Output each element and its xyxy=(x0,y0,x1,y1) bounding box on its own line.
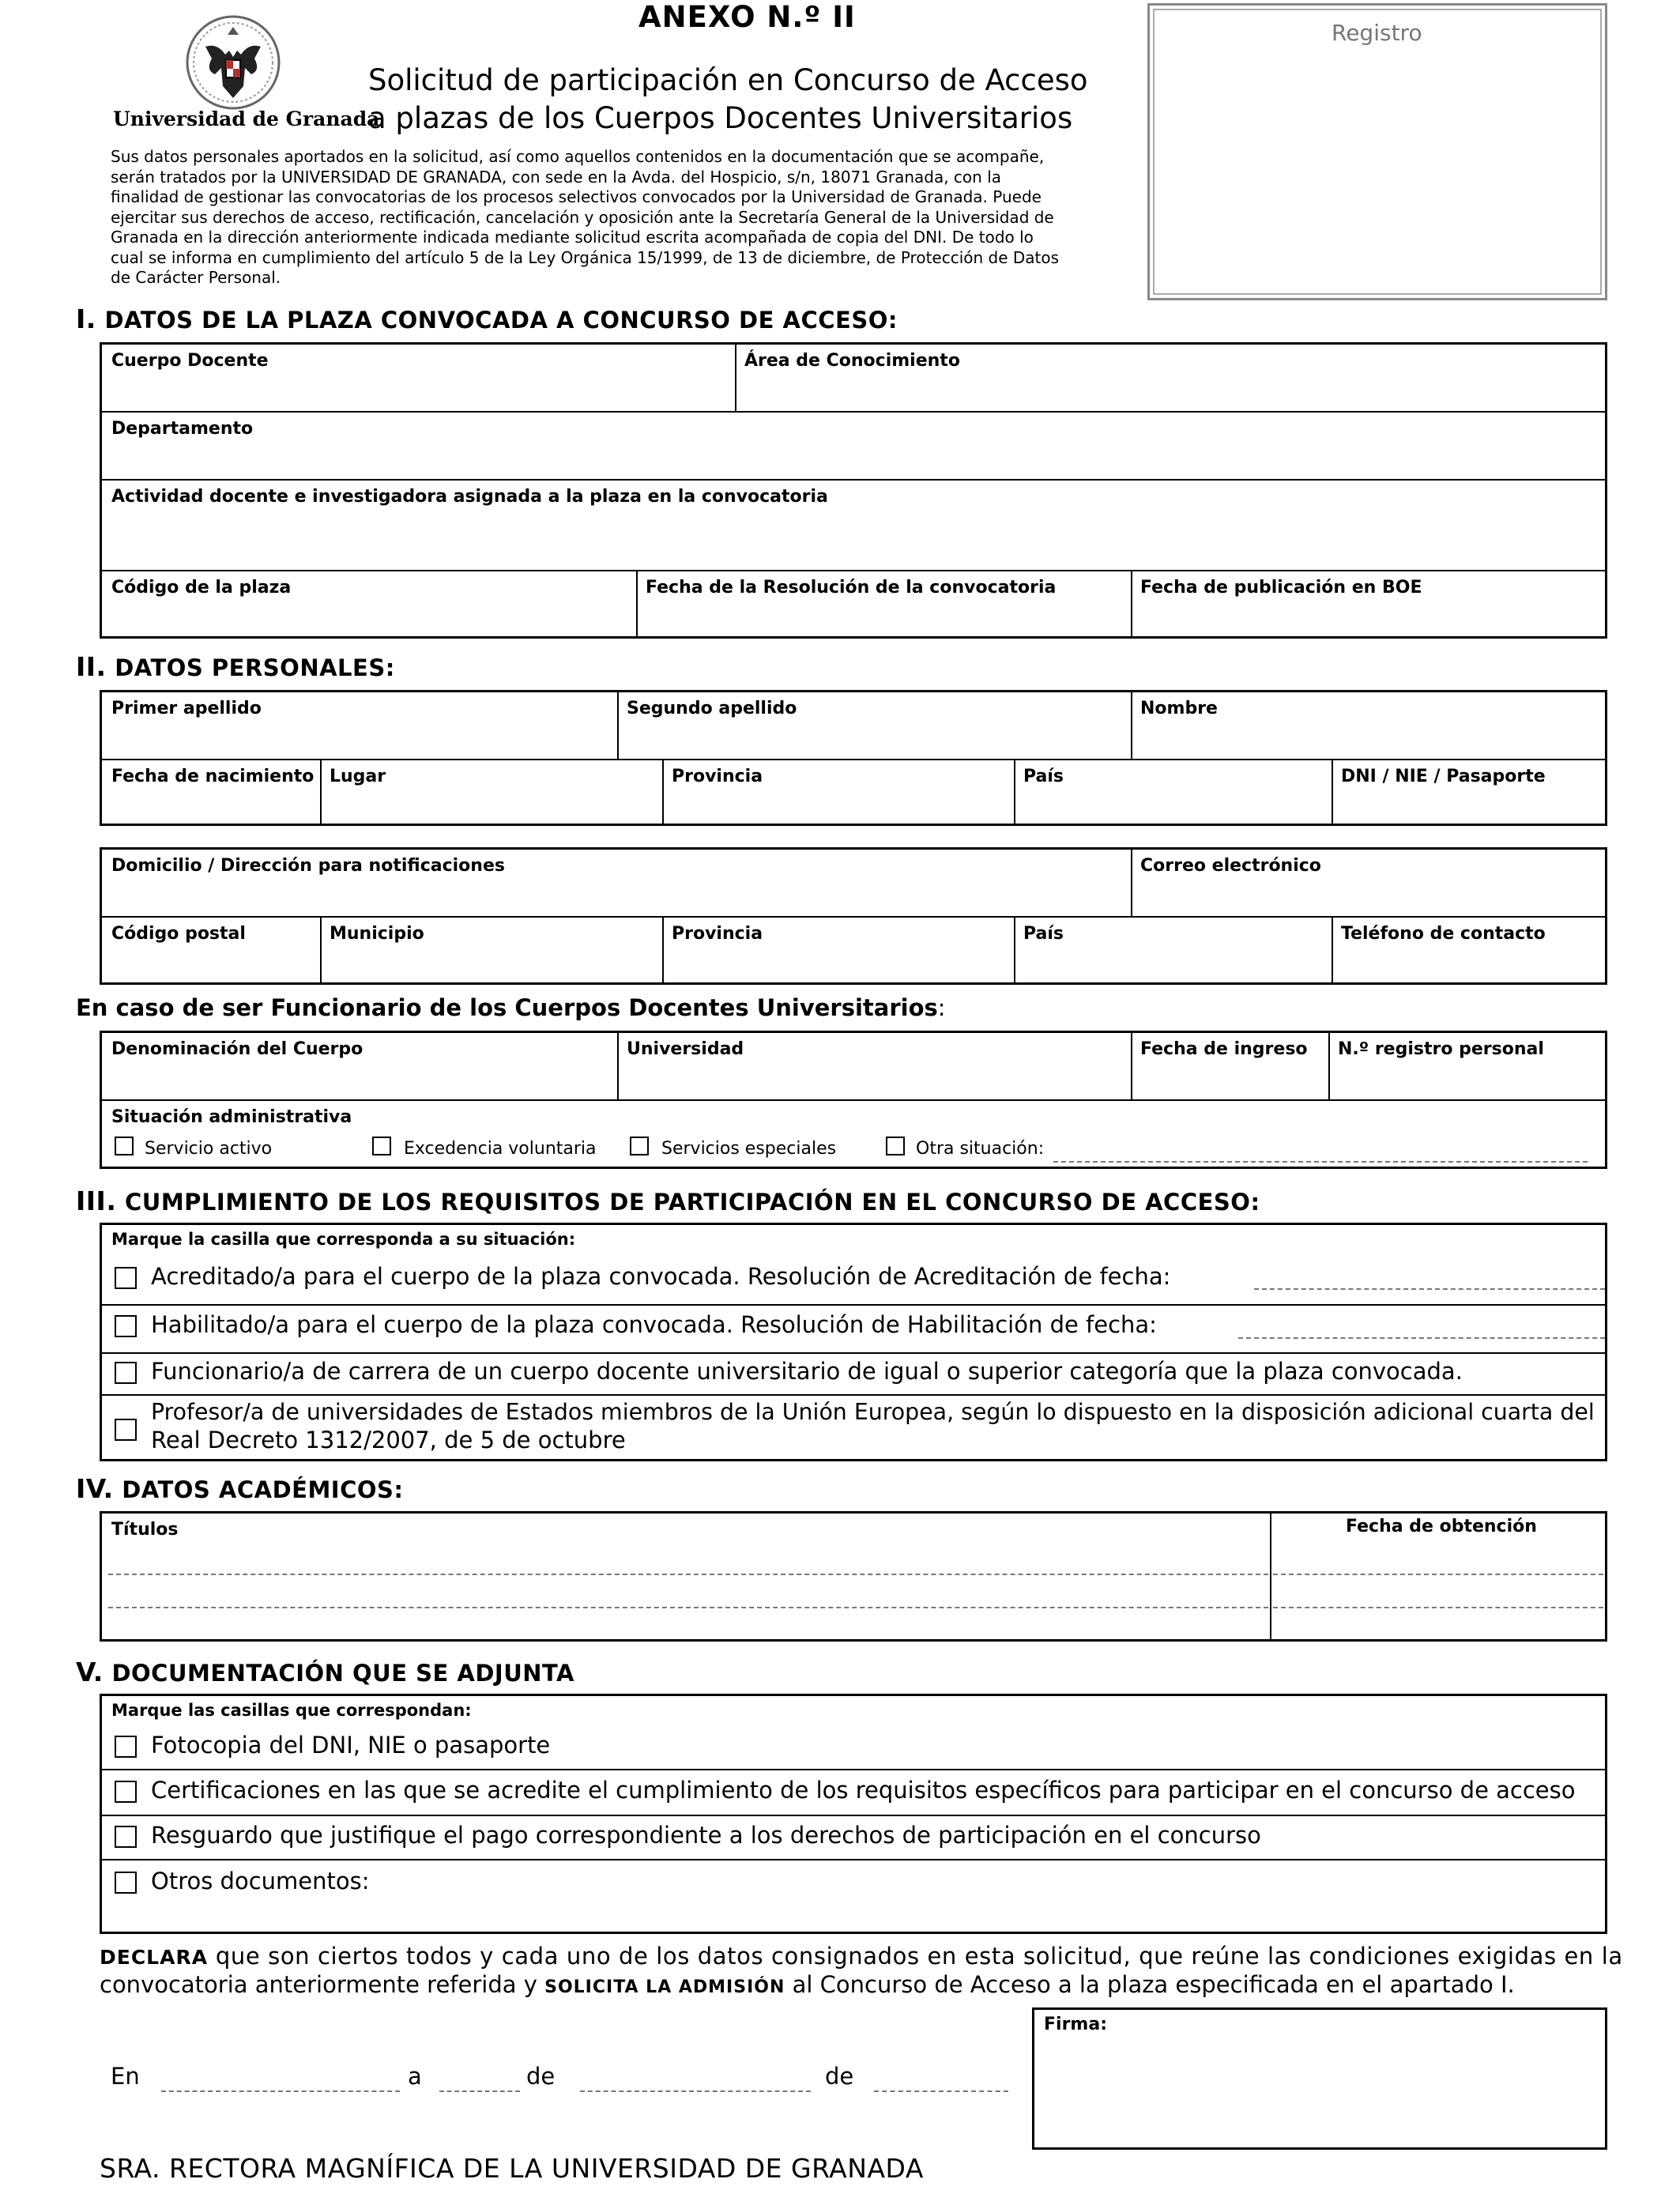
titulo-row-1-input[interactable] xyxy=(108,1574,1268,1575)
place-label: En xyxy=(111,2063,140,2090)
section3-heading xyxy=(76,1186,1260,1216)
acreditacion-fecha-input[interactable] xyxy=(1254,1288,1605,1290)
section1-number: I. xyxy=(76,303,96,334)
departamento-label: Departamento xyxy=(111,419,254,439)
nombre-field[interactable] xyxy=(1131,692,1605,759)
habilitado-checkbox[interactable] xyxy=(115,1315,137,1337)
pais-domicilio-field[interactable] xyxy=(1014,916,1332,982)
section2-heading xyxy=(76,651,395,682)
otros-documentos-label: Otros documentos: xyxy=(151,1868,370,1894)
section5-title: DOCUMENTACIÓN QUE SE ADJUNTA xyxy=(111,1660,574,1687)
privacy-line: Granada en la dirección anteriormente indicada mediante solicitud escrita acompañada de copia del DNI. De todo lo xyxy=(111,228,1034,247)
dni-label: DNI / NIE / Pasaporte xyxy=(1341,767,1546,786)
requisitos-instruction: Marque la casilla que corresponda a su situación: xyxy=(111,1230,576,1249)
section3-number: III. xyxy=(76,1186,117,1216)
provincia-field[interactable] xyxy=(662,759,1014,824)
fecha-nacimiento-field[interactable] xyxy=(102,759,320,824)
section2-title: DATOS PERSONALES: xyxy=(115,654,395,681)
annex-title: ANEXO N.º II xyxy=(638,0,856,34)
segundo-apellido-label: Segundo apellido xyxy=(627,699,797,718)
signature-label: Firma: xyxy=(1044,2015,1107,2034)
habilitacion-fecha-input[interactable] xyxy=(1238,1337,1605,1339)
provincia-label: Provincia xyxy=(672,767,763,786)
fecha-obtencion-label: Fecha de obtención xyxy=(1346,1517,1537,1536)
codigo-postal-field[interactable] xyxy=(102,916,320,982)
privacy-line: serán tratados por la UNIVERSIDAD DE GRANADA, con sede en la Avda. del Hospicio, s/n, 18071 Granada, con la xyxy=(111,167,1002,187)
excedencia-checkbox[interactable] xyxy=(372,1137,391,1155)
privacy-line: de Carácter Personal. xyxy=(111,268,281,287)
primer-apellido-field[interactable] xyxy=(102,692,617,759)
privacy-notice xyxy=(111,147,1125,288)
funcionario-carrera-label: Funcionario/a de carrera de un cuerpo docente universitario de igual o superior categoría que la plaza convocada. xyxy=(151,1358,1463,1385)
otra-situacion-label: Otra situación: xyxy=(916,1139,1045,1159)
provincia-domicilio-field[interactable] xyxy=(662,916,1014,982)
month-prefix-label: de xyxy=(526,2063,556,2090)
privacy-line: ejercitar sus derechos de acceso, rectificación, cancelación y oposición ante la Secretaría General de la Universidad de xyxy=(111,207,1054,227)
day-input[interactable] xyxy=(439,2090,520,2092)
fecha-boe-field[interactable] xyxy=(1131,570,1605,636)
declaration-line2 xyxy=(100,1971,1607,2001)
servicios-especiales-label: Servicios especiales xyxy=(661,1139,837,1159)
university-name: Universidad de Granada xyxy=(113,107,380,130)
fotocopia-dni-label: Fotocopia del DNI, NIE o pasaporte xyxy=(151,1732,551,1759)
correo-label: Correo electrónico xyxy=(1140,856,1321,876)
correo-field[interactable] xyxy=(1131,850,1605,916)
domicilio-field[interactable] xyxy=(102,850,1131,916)
otra-situacion-input[interactable] xyxy=(1053,1161,1588,1163)
year-input[interactable] xyxy=(874,2090,1008,2092)
funcionario-heading xyxy=(76,994,946,1021)
codigo-plaza-label: Código de la plaza xyxy=(111,578,292,598)
situacion-label: Situación administrativa xyxy=(111,1107,352,1127)
fotocopia-dni-checkbox[interactable] xyxy=(115,1736,137,1758)
declaration-text2a: convocatoria anteriormente referida y xyxy=(100,1971,545,1998)
registro-personal-field[interactable] xyxy=(1328,1033,1605,1099)
privacy-line: cual se informa en cumplimiento del artículo 5 de la Ley Orgánica 15/1999, de 13 de diciembre, de Protección de Datos xyxy=(111,247,1060,267)
signature-box[interactable] xyxy=(1032,2007,1607,2150)
section2-number: II. xyxy=(76,651,107,682)
privacy-line: finalidad de gestionar las convocatorias de los procesos selectivos convocados por la Universidad de Granada. Puede xyxy=(111,187,1042,206)
resguardo-pago-checkbox[interactable] xyxy=(115,1826,137,1848)
registro-label: Registro xyxy=(1332,20,1422,46)
solicita-keyword: SOLICITA LA ADMISIÓN xyxy=(544,1977,785,1997)
certificaciones-checkbox[interactable] xyxy=(115,1781,137,1803)
area-conocimiento-field[interactable] xyxy=(735,345,1605,411)
profesor-ue-label-line1: Profesor/a de universidades de Estados miembros de la Unión Europea, según lo dispuesto en la disposición adicional cuarta del xyxy=(151,1399,1595,1425)
fecha-row-1-input[interactable] xyxy=(1273,1574,1603,1575)
privacy-line: Sus datos personales aportados en la solicitud, así como aquellos contenidos en la documentación que se acompañe, xyxy=(111,147,1045,166)
certificaciones-label: Certificaciones en las que se acredite el cumplimiento de los requisitos específicos para participar en el concurso de acceso xyxy=(151,1777,1576,1804)
funcionario-heading-text: En caso de ser Funcionario de los Cuerpos Docentes Universitarios xyxy=(76,994,938,1021)
addressee-footer: SRA. RECTORA MAGNÍFICA DE LA UNIVERSIDAD DE GRANADA xyxy=(100,2153,924,2184)
habilitado-label: Habilitado/a para el cuerpo de la plaza convocada. Resolución de Habilitación de fecha: xyxy=(151,1311,1157,1338)
section4-number: IV. xyxy=(76,1473,114,1504)
pais-label: País xyxy=(1023,767,1064,786)
acreditado-checkbox[interactable] xyxy=(115,1267,137,1289)
actividad-label: Actividad docente e investigadora asignada a la plaza en la convocatoria xyxy=(111,487,828,507)
denominacion-field[interactable] xyxy=(102,1033,617,1099)
documentacion-instruction: Marque las casillas que correspondan: xyxy=(111,1701,472,1720)
servicio-activo-label: Servicio activo xyxy=(145,1139,273,1159)
resguardo-pago-label: Resguardo que justifique el pago correspondiente a los derechos de participación en el concurso xyxy=(151,1822,1261,1849)
section1-table xyxy=(100,342,1607,639)
declaration xyxy=(100,1943,1623,2001)
titulo-row-2-input[interactable] xyxy=(108,1607,1268,1608)
profesor-ue-checkbox[interactable] xyxy=(115,1419,137,1441)
fecha-ingreso-label: Fecha de ingreso xyxy=(1140,1039,1308,1059)
section1-heading xyxy=(76,303,898,334)
municipio-field[interactable] xyxy=(320,916,662,982)
funcionario-table xyxy=(100,1031,1607,1169)
address-table xyxy=(100,847,1607,985)
acreditado-label: Acreditado/a para el cuerpo de la plaza convocada. Resolución de Acreditación de fecha: xyxy=(151,1263,1171,1290)
coat-of-arms-icon xyxy=(182,11,284,114)
form-title-line2: a plazas de los Cuerpos Docentes Universitarios xyxy=(368,101,1073,135)
provincia-domicilio-label: Provincia xyxy=(672,924,763,944)
domicilio-label: Domicilio / Dirección para notificaciones xyxy=(111,856,505,876)
actividad-field[interactable] xyxy=(102,479,1605,570)
servicios-especiales-checkbox[interactable] xyxy=(630,1137,649,1155)
otros-documentos-checkbox[interactable] xyxy=(115,1872,137,1894)
telefono-label: Teléfono de contacto xyxy=(1341,924,1546,944)
fecha-boe-label: Fecha de publicación en BOE xyxy=(1140,578,1422,598)
telefono-field[interactable] xyxy=(1332,916,1605,982)
lugar-label: Lugar xyxy=(330,767,386,786)
profesor-ue-label-line2: Real Decreto 1312/2007, de 5 de octubre xyxy=(151,1427,626,1453)
month-input[interactable] xyxy=(580,2090,811,2092)
codigo-postal-label: Código postal xyxy=(111,924,246,944)
titulos-label: Títulos xyxy=(111,1520,179,1540)
registro-box[interactable] xyxy=(1147,3,1607,300)
personal-data-table xyxy=(100,690,1607,826)
form-title-line1: Solicitud de participación en Concurso de Acceso xyxy=(368,63,1088,97)
cuerpo-docente-field[interactable] xyxy=(102,345,735,411)
segundo-apellido-field[interactable] xyxy=(617,692,1131,759)
dni-field[interactable] xyxy=(1332,759,1605,824)
fecha-resolucion-field[interactable] xyxy=(636,570,1131,636)
nombre-label: Nombre xyxy=(1140,699,1218,718)
servicio-activo-checkbox[interactable] xyxy=(115,1137,134,1155)
declaration-text2b: al Concurso de Acceso a la plaza especificada en el apartado I. xyxy=(785,1971,1515,1998)
section4-heading xyxy=(76,1473,404,1504)
universidad-label: Universidad xyxy=(627,1039,744,1059)
funcionario-carrera-checkbox[interactable] xyxy=(115,1362,137,1384)
fecha-ingreso-field[interactable] xyxy=(1131,1033,1328,1099)
section3-title: CUMPLIMIENTO DE LOS REQUISITOS DE PARTICIPACIÓN EN EL CONCURSO DE ACCESO: xyxy=(124,1189,1260,1216)
section4-title: DATOS ACADÉMICOS: xyxy=(122,1476,404,1503)
fecha-resolucion-label: Fecha de la Resolución de la convocatoria xyxy=(646,578,1057,598)
primer-apellido-label: Primer apellido xyxy=(111,699,262,718)
universidad-field[interactable] xyxy=(617,1033,1131,1099)
declara-keyword: DECLARA xyxy=(100,1946,209,1969)
requisitos-table xyxy=(100,1223,1607,1461)
cuerpo-docente-label: Cuerpo Docente xyxy=(111,351,269,371)
declaration-line1 xyxy=(100,1943,1623,1971)
excedencia-label: Excedencia voluntaria xyxy=(404,1139,597,1159)
day-prefix-label: a xyxy=(408,2063,422,2090)
fecha-nacimiento-label: Fecha de nacimiento xyxy=(111,767,315,786)
funcionario-heading-colon: : xyxy=(937,994,946,1021)
fecha-row-2-input[interactable] xyxy=(1273,1607,1603,1608)
section5-heading xyxy=(76,1657,574,1687)
denominacion-label: Denominación del Cuerpo xyxy=(111,1039,363,1059)
pais-field[interactable] xyxy=(1014,759,1332,824)
area-conocimiento-label: Área de Conocimiento xyxy=(744,351,960,371)
university-logo xyxy=(182,11,284,114)
section5-number: V. xyxy=(76,1657,104,1687)
lugar-field[interactable] xyxy=(320,759,662,824)
section1-title: DATOS DE LA PLAZA CONVOCADA A CONCURSO DE ACCESO: xyxy=(104,307,898,334)
year-prefix-label: de xyxy=(825,2063,854,2090)
academicos-table xyxy=(100,1511,1607,1642)
registro-personal-label: N.º registro personal xyxy=(1338,1039,1544,1059)
declaration-text1: que son ciertos todos y cada uno de los datos consignados en esta solicitud, que reúne las condiciones exigidas en la xyxy=(208,1943,1623,1970)
departamento-field[interactable] xyxy=(102,411,1605,479)
codigo-plaza-field[interactable] xyxy=(102,570,636,636)
pais-domicilio-label: País xyxy=(1023,924,1064,944)
otra-situacion-checkbox[interactable] xyxy=(886,1137,905,1155)
municipio-label: Municipio xyxy=(330,924,424,944)
place-input[interactable] xyxy=(161,2090,400,2092)
documentacion-table xyxy=(100,1694,1607,1934)
